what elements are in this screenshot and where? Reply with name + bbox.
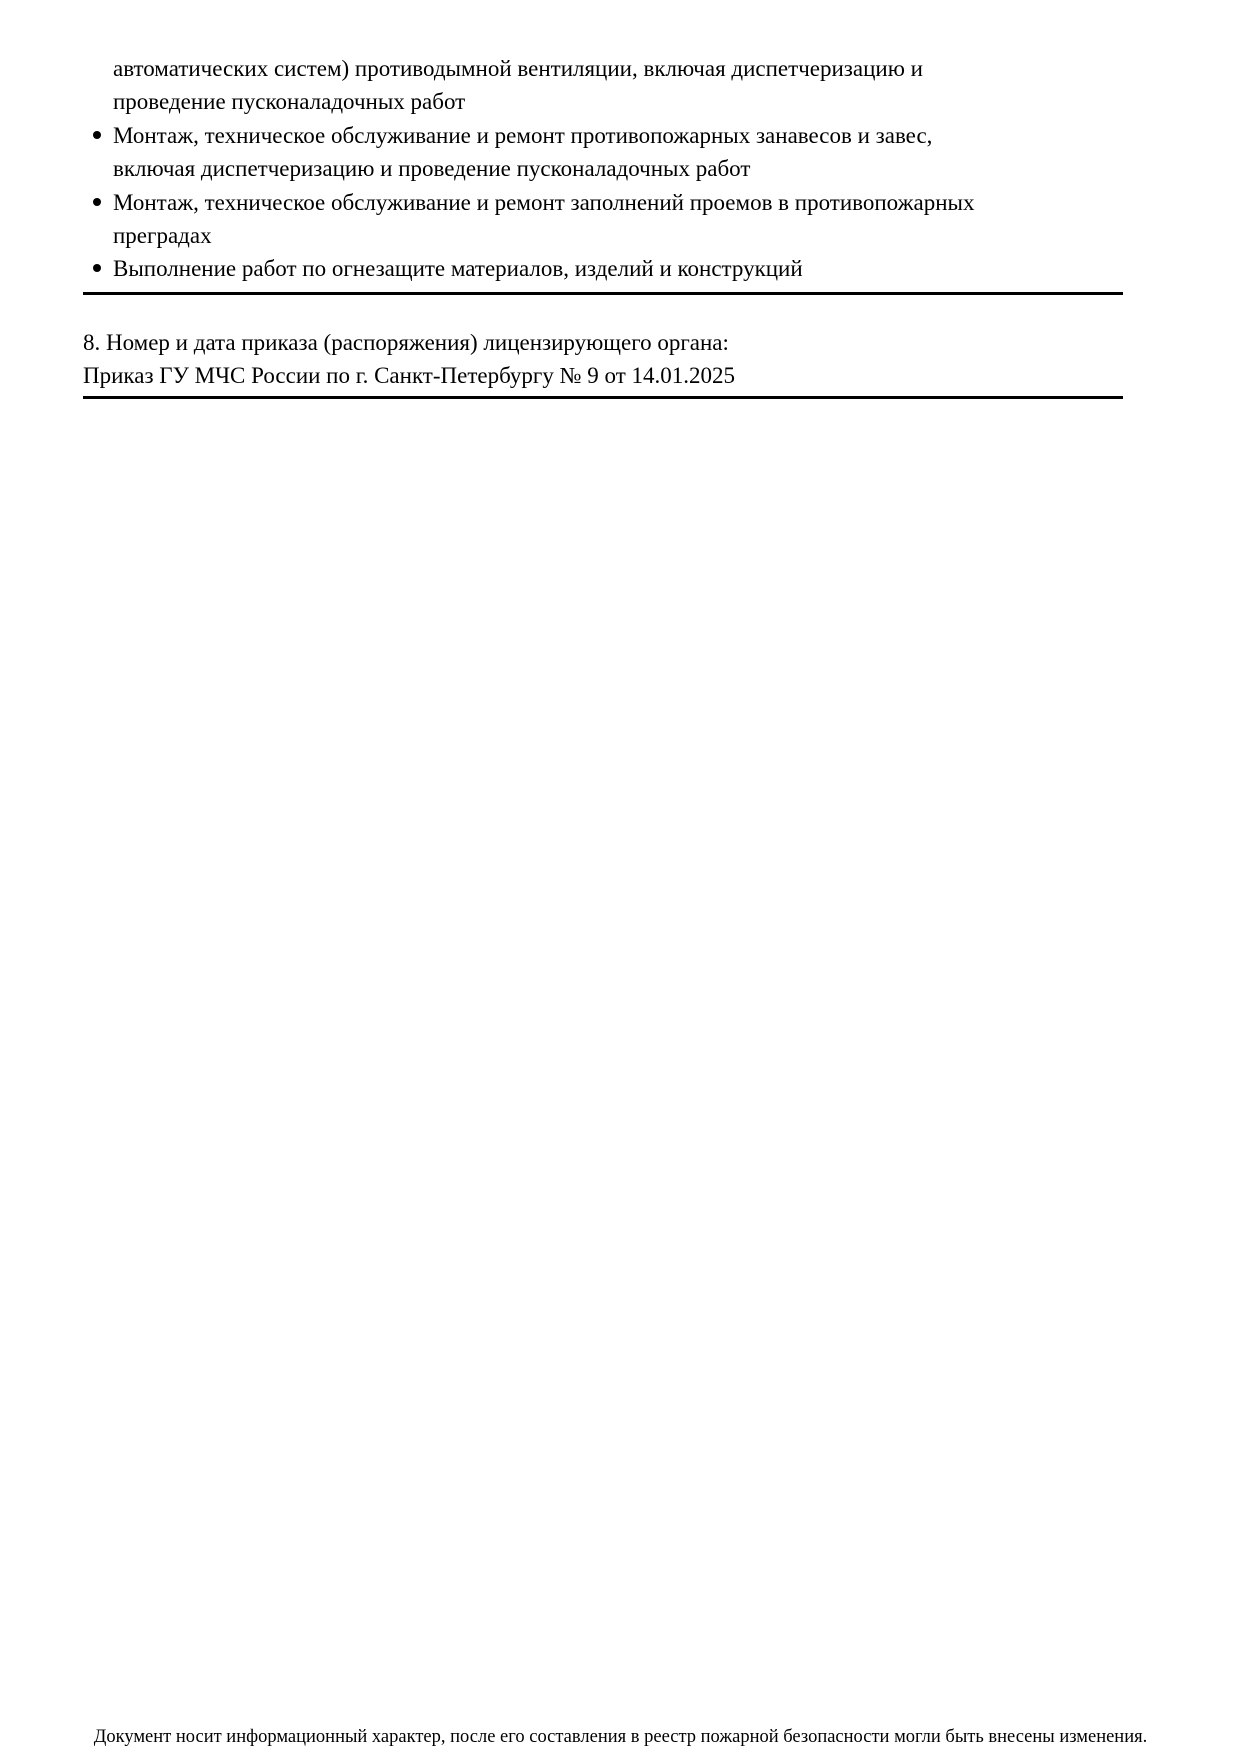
list-item-line: преградах (113, 223, 212, 249)
continuation-line: проведение пусконаладочных работ (113, 89, 466, 115)
list-item (113, 119, 1135, 186)
bullet-icon (93, 131, 101, 139)
list-item-line: Монтаж, техническое обслуживание и ремонт противопожарных занавесов и завес, (113, 122, 933, 148)
list-item-line: Монтаж, техническое обслуживание и ремонт заполнений проемов в противопожарных (113, 189, 975, 215)
list-item (113, 252, 1135, 285)
section8-label: 8. Номер и дата приказа (распоряжения) лицензирующего органа: (83, 329, 729, 355)
list-item (113, 186, 1135, 253)
works-list (83, 119, 1135, 286)
continuation-line: автоматических систем) противодымной вентиляции, включая диспетчеризацию и (113, 56, 923, 81)
list-item-line: Выполнение работ по огнезащите материалов, изделий и конструкций (113, 256, 803, 282)
bullet-icon (93, 264, 101, 272)
section8-value: Приказ ГУ МЧС России по г. Санкт-Петербургу № 9 от 14.01.2025 (83, 359, 1123, 398)
document-body (83, 52, 1135, 399)
list-item-continuation (113, 52, 1135, 119)
bullet-icon (93, 198, 101, 206)
list-item-line: включая диспетчеризацию и проведение пусконаладочных работ (113, 156, 751, 182)
section-divider-rule (83, 292, 1123, 295)
footer-disclaimer: Документ носит информационный характер, после его составления в реестр пожарной безопасности могли быть внесены изменения. (93, 1727, 1148, 1747)
